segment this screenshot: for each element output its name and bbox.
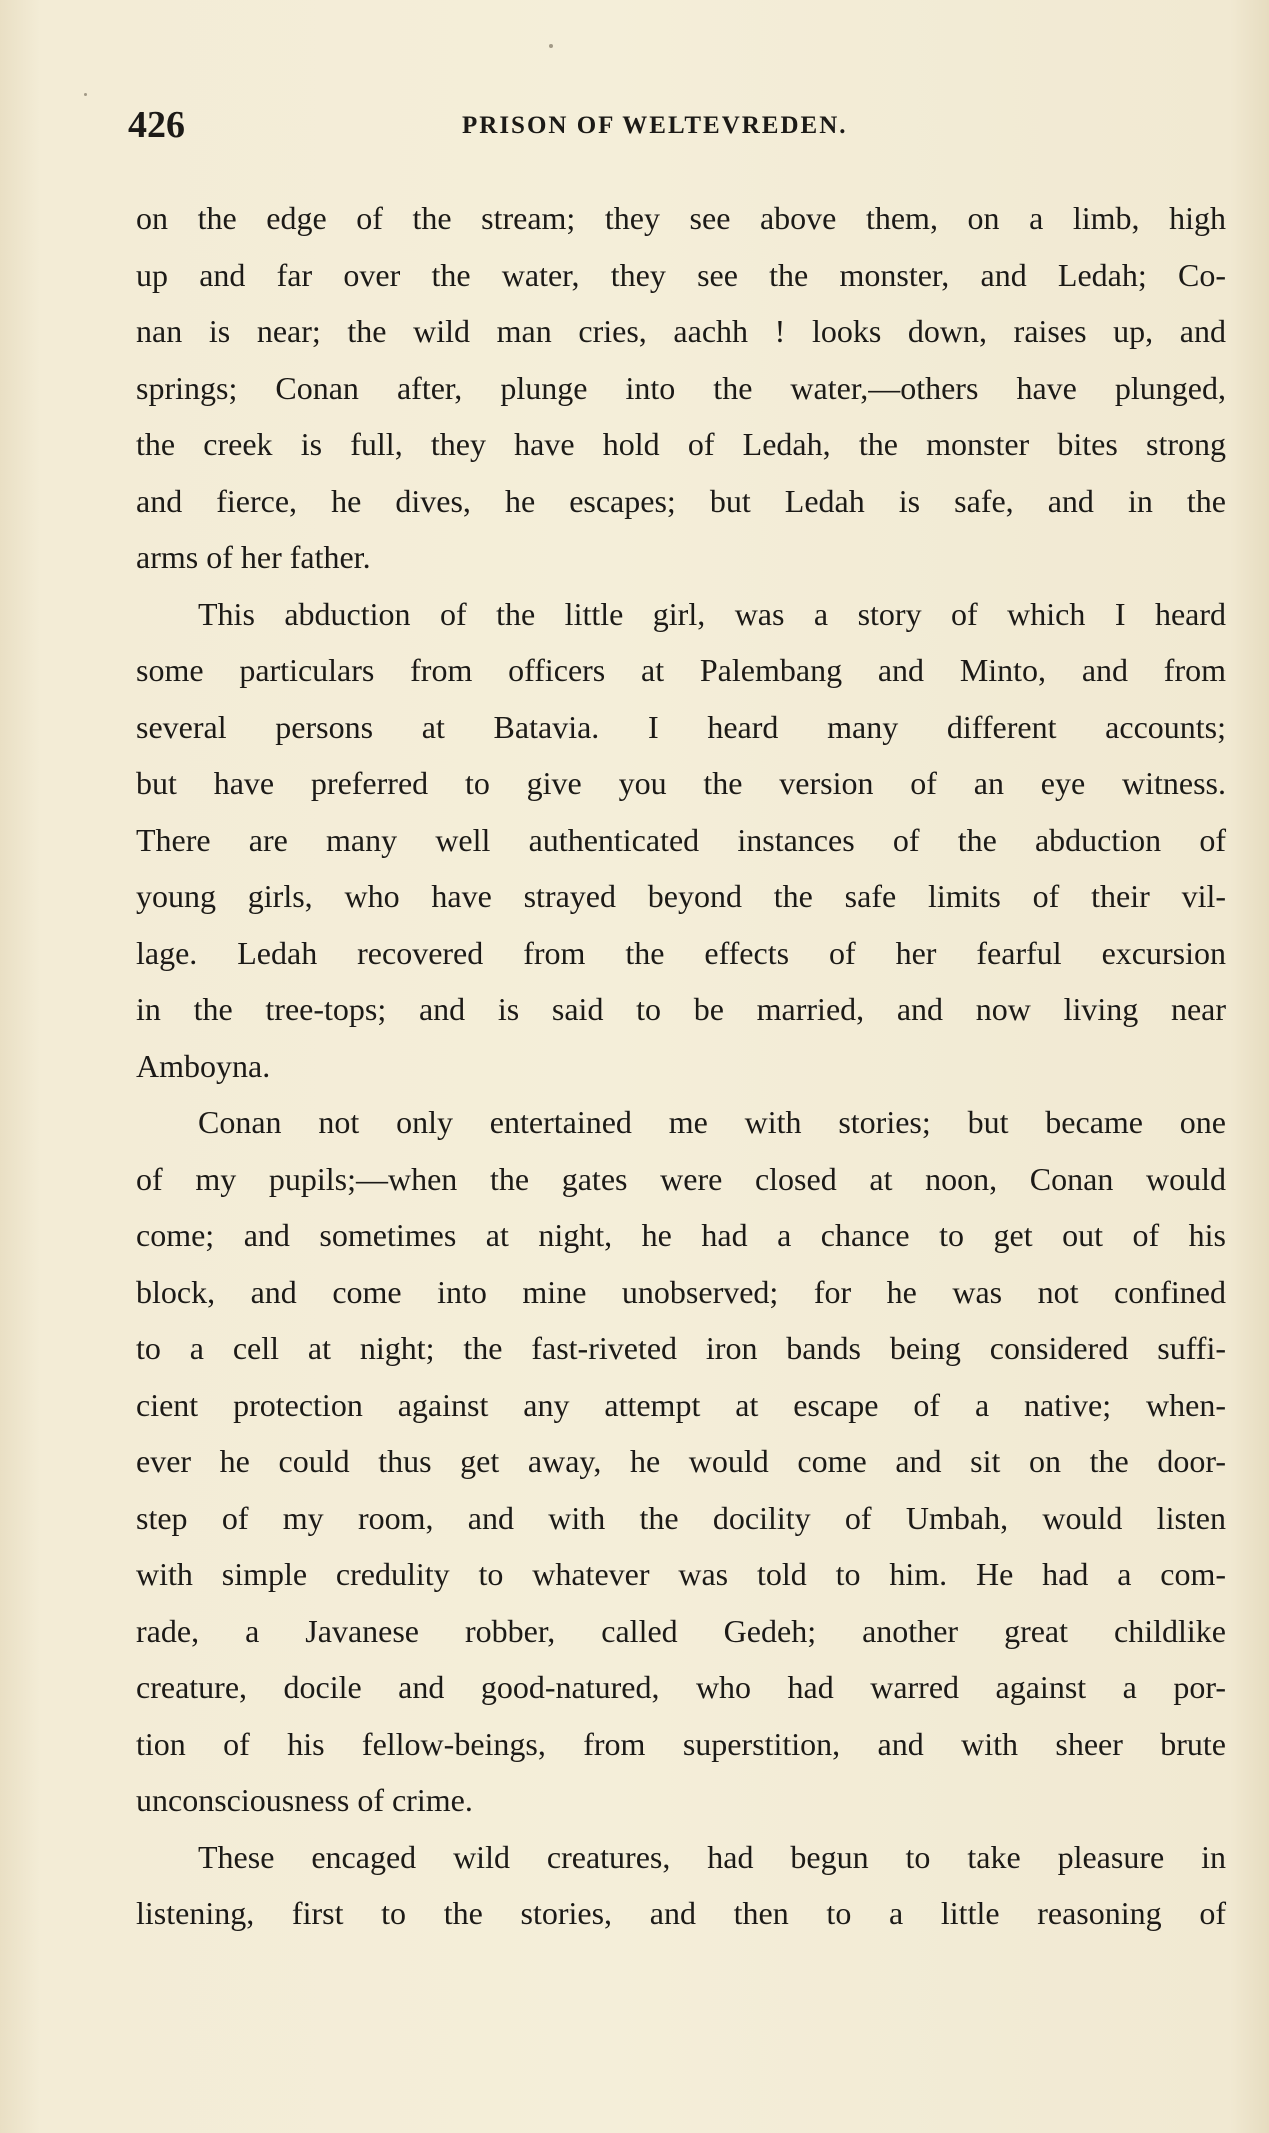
text-line: the creek is full, they have hold of Ledah, the monster bites strong <box>136 426 1226 462</box>
text-line: of my pupils;—when the gates were closed at noon, Conan would <box>136 1160 1226 1197</box>
text-line: There are many well authenticated instances of the abduction of <box>136 821 1226 858</box>
text-line: young girls, who have strayed beyond the safe limits of their vil- <box>136 878 1226 914</box>
text-line: to a cell at night; the fast-riveted iron bands being considered suffi- <box>136 1330 1226 1366</box>
page-header <box>128 100 1226 150</box>
text-line: come; and sometimes at night, he had a chance to get out of his <box>136 1217 1226 1253</box>
text-line: up and far over the water, they see the monster, and Ledah; Co- <box>136 256 1226 293</box>
text-line: step of my room, and with the docility of Umbah, would listen <box>136 1499 1226 1536</box>
text-line: nan is near; the wild man cries, aachh ! looks down, raises up, and <box>136 313 1226 349</box>
text-line: Conan not only entertained me with stories; but became one <box>198 1104 1226 1140</box>
text-line: listening, first to the stories, and then to a little reasoning of <box>136 1895 1226 1931</box>
text-line: several persons at Batavia. I heard many different accounts; <box>136 708 1226 745</box>
body-text <box>136 190 1226 1942</box>
text-line: but have preferred to give you the version of an eye witness. <box>136 765 1226 801</box>
paper-speck <box>84 93 87 96</box>
text-line: some particulars from officers at Palembang and Minto, and from <box>136 652 1226 688</box>
text-line: lage. Ledah recovered from the effects of her fearful excursion <box>136 934 1226 971</box>
text-line: rade, a Javanese robber, called Gedeh; another great childlike <box>136 1612 1226 1649</box>
text-line: in the tree-tops; and is said to be married, and now living near <box>136 991 1226 1027</box>
text-line: cient protection against any attempt at escape of a native; when- <box>136 1386 1226 1423</box>
text-line: These encaged wild creatures, had begun to take pleasure in <box>198 1838 1226 1875</box>
text-line: block, and come into mine unobserved; for he was not confined <box>136 1273 1226 1310</box>
text-line: creature, docile and good-natured, who had warred against a por- <box>136 1669 1226 1705</box>
text-line: This abduction of the little girl, was a story of which I heard <box>198 595 1226 632</box>
text-line: with simple credulity to whatever was told to him. He had a com- <box>136 1556 1226 1592</box>
text-line: Amboyna. <box>136 1047 271 1084</box>
running-head: PRISON OF WELTEVREDEN. <box>462 112 848 139</box>
text-line: on the edge of the stream; they see above them, on a limb, high <box>136 200 1226 236</box>
text-line: arms of her father. <box>136 539 371 575</box>
text-line: ever he could thus get away, he would come and sit on the door- <box>136 1443 1226 1479</box>
text-line: springs; Conan after, plunge into the water,—others have plunged, <box>136 369 1226 406</box>
text-line: unconsciousness of crime. <box>136 1782 473 1818</box>
page-number: 426 <box>128 104 185 146</box>
text-line: tion of his fellow-beings, from superstition, and with sheer brute <box>136 1725 1226 1762</box>
text-line: and fierce, he dives, he escapes; but Ledah is safe, and in the <box>136 482 1226 519</box>
paper-speck <box>549 44 553 48</box>
